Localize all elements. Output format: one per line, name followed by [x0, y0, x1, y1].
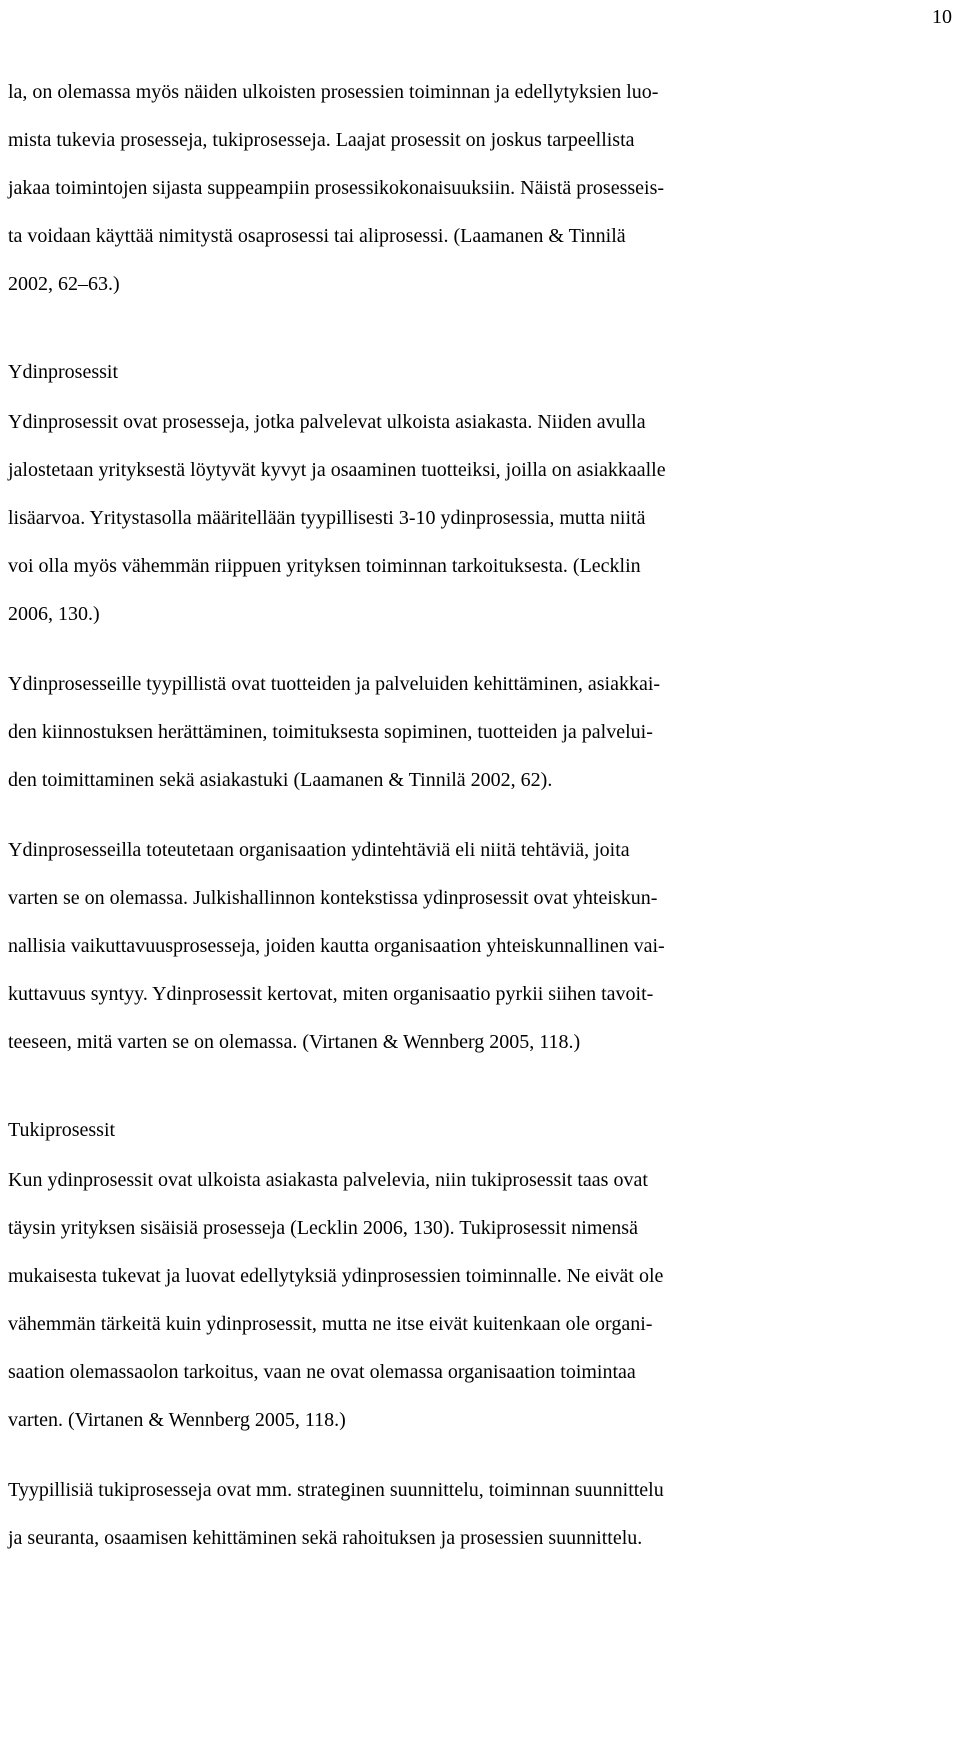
text-line: varten se on olemassa. Julkishallinnon kontekstissa ydinprosessit ovat yhteiskun-: [8, 887, 658, 909]
page-number: 10: [932, 6, 952, 28]
text-line: teeseen, mitä varten se on olemassa. (Virtanen & Wennberg 2005, 118.): [8, 1031, 581, 1053]
paragraph-ydinprosessit-typical: [8, 669, 948, 795]
text-line: la, on olemassa myös näiden ulkoisten prosessien toiminnan ja edellytyksien luo-: [8, 81, 659, 103]
text-line: täysin yrityksen sisäisiä prosesseja (Lecklin 2006, 130). Tukiprosessit nimensä: [8, 1217, 638, 1239]
text-line: Ydinprosessit ovat prosesseja, jotka palvelevat ulkoista asiakasta. Niiden avulla: [8, 411, 646, 433]
text-line: mista tukevia prosesseja, tukiprosesseja. Laajat prosessit on joskus tarpeellista: [8, 129, 635, 151]
text-line: den kiinnostuksen herättäminen, toimituksesta sopiminen, tuotteiden ja palvelui-: [8, 721, 653, 743]
text-line: vähemmän tärkeitä kuin ydinprosessit, mutta ne itse eivät kuitenkaan ole organi-: [8, 1313, 653, 1335]
text-line: voi olla myös vähemmän riippuen yrityksen toiminnan tarkoituksesta. (Lecklin: [8, 555, 641, 577]
text-line: jalostetaan yrityksestä löytyvät kyvyt ja osaaminen tuotteiksi, joilla on asiakkaalle: [8, 459, 666, 481]
text-line: nallisia vaikuttavuusprosesseja, joiden kautta organisaation yhteiskunnallinen vai-: [8, 935, 665, 957]
text-line: Kun ydinprosessit ovat ulkoista asiakasta palvelevia, niin tukiprosessit taas ovat: [8, 1169, 648, 1191]
text-line: lisäarvoa. Yritystasolla määritellään tyypillisesti 3-10 ydinprosessia, mutta niitä: [8, 507, 646, 529]
text-line: mukaisesta tukevat ja luovat edellytyksiä ydinprosessien toiminnalle. Ne eivät ole: [8, 1265, 664, 1287]
text-line: 2002, 62–63.): [8, 273, 120, 295]
text-line: 2006, 130.): [8, 603, 100, 625]
text-line: den toimittaminen sekä asiakastuki (Laamanen & Tinnilä 2002, 62).: [8, 769, 553, 791]
paragraph-intro: [8, 77, 948, 299]
spacer: [8, 1057, 948, 1115]
document-body: [8, 77, 948, 1553]
section-heading-tukiprosessit: Tukiprosessit: [8, 1119, 116, 1141]
spacer: [8, 299, 948, 357]
section-heading-ydinprosessit: Ydinprosessit: [8, 361, 118, 383]
text-line: kuttavuus syntyy. Ydinprosessit kertovat, miten organisaatio pyrkii siihen tavoit-: [8, 983, 654, 1005]
paragraph-ydinprosessit-public: [8, 835, 948, 1057]
spacer: [8, 629, 948, 669]
spacer: [8, 387, 948, 407]
text-line: Ydinprosesseille tyypillistä ovat tuotteiden ja palveluiden kehittäminen, asiakkai-: [8, 673, 661, 695]
text-line: ta voidaan käyttää nimitystä osaprosessi tai aliprosessi. (Laamanen & Tinnilä: [8, 225, 626, 247]
paragraph-ydinprosessit-definition: [8, 407, 948, 629]
text-line: varten. (Virtanen & Wennberg 2005, 118.): [8, 1409, 346, 1431]
spacer: [8, 1435, 948, 1475]
text-line: Tyypillisiä tukiprosesseja ovat mm. strateginen suunnittelu, toiminnan suunnittelu: [8, 1479, 664, 1501]
spacer: [8, 795, 948, 835]
text-line: jakaa toimintojen sijasta suppeampiin prosessikokonaisuuksiin. Näistä prosesseis-: [8, 177, 665, 199]
paragraph-tukiprosessit-examples: [8, 1475, 948, 1553]
text-line: Ydinprosesseilla toteutetaan organisaation ydintehtäviä eli niitä tehtäviä, joita: [8, 839, 630, 861]
paragraph-tukiprosessit-definition: [8, 1165, 948, 1435]
text-line: saation olemassaolon tarkoitus, vaan ne ovat olemassa organisaation toimintaa: [8, 1361, 636, 1383]
spacer: [8, 1145, 948, 1165]
text-line: ja seuranta, osaamisen kehittäminen sekä rahoituksen ja prosessien suunnittelu.: [8, 1527, 643, 1549]
